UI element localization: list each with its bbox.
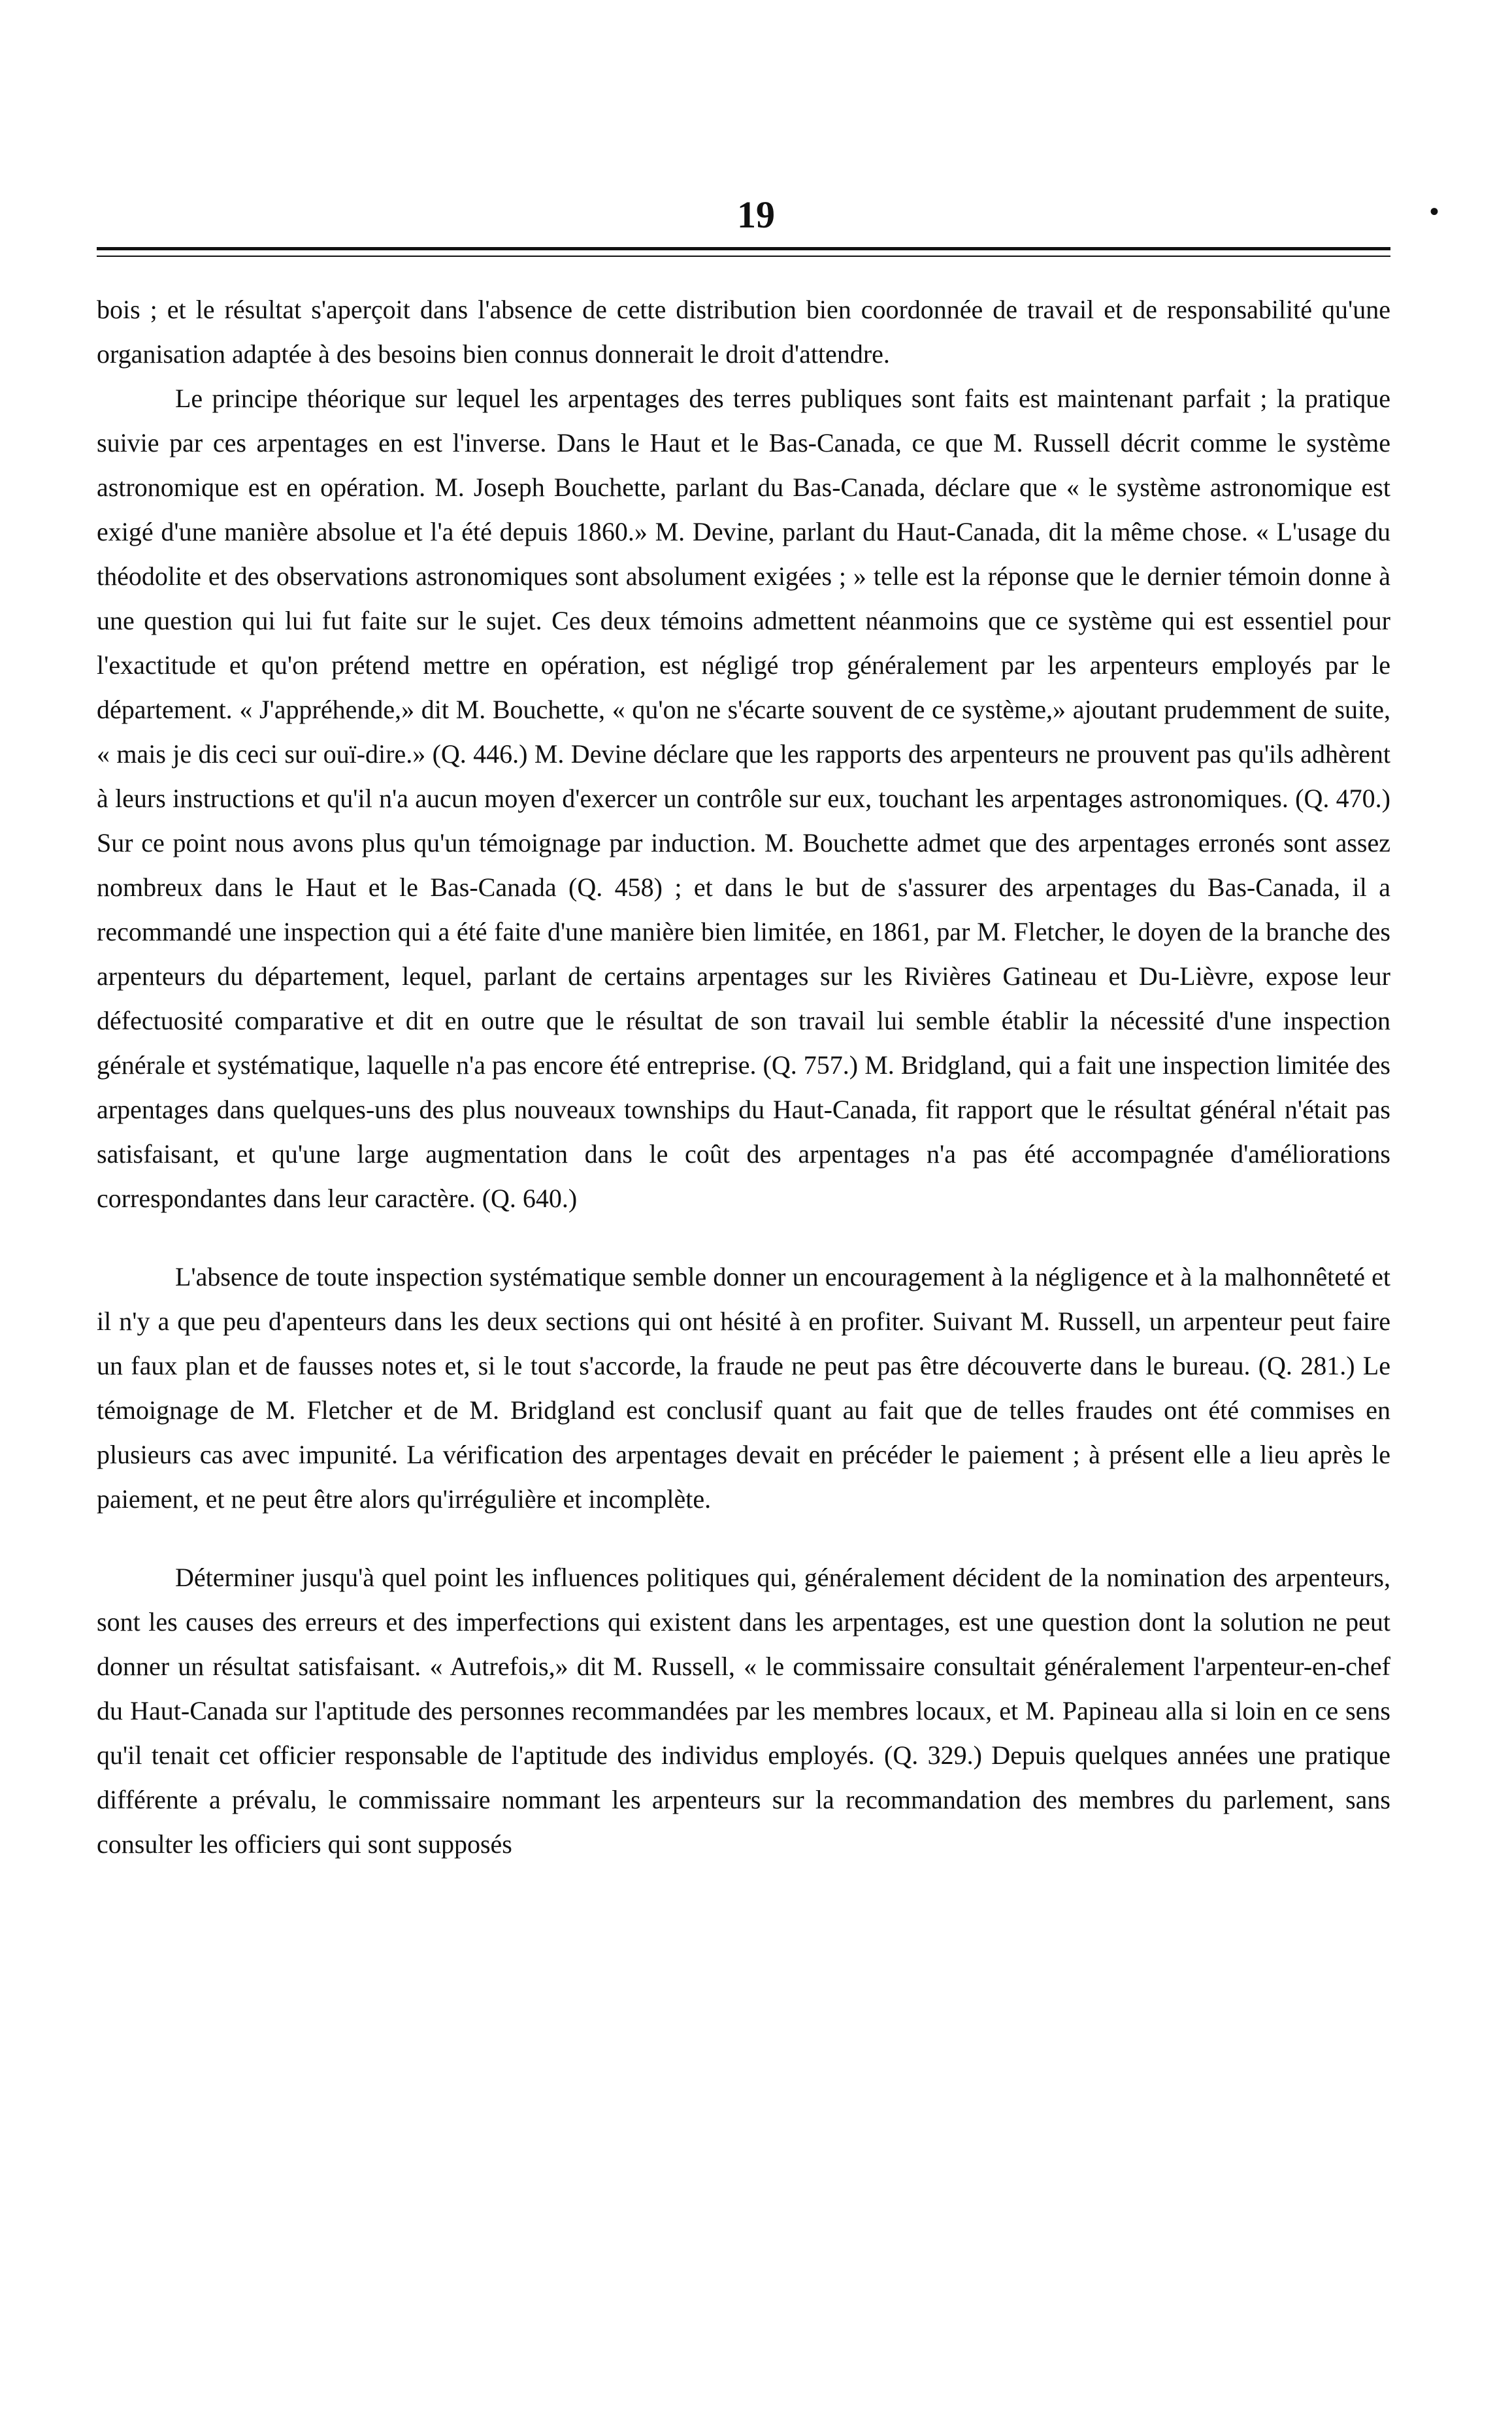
paragraph: Le principe théorique sur lequel les arpentages des terres publiques sont faits est maintenant parfait ; la pratique suivie par ces arpentages en est l'inverse. Dans le Haut et le Bas-Canada, ce que M. Russell décrit comme le système astronomique est en opération. M. Joseph Bouchette, parlant du Bas-Canada, déclare que « le système astronomique est exigé d'une manière absolue et l'a été depuis 1860.» M. Devine, parlant du Haut-Canada, dit la même chose. « L'usage du théodolite et des observations astronomiques sont absolument exigées ; » telle est la réponse que le dernier témoin donne à une question qui lui fut faite sur le sujet. Ces deux témoins admettent néanmoins que ce système qui est essentiel pour l'exactitude et qu'on prétend mettre en opération, est négligé trop généralement par les arpenteurs employés par le département. « J'appréhende,» dit M. Bouchette, « qu'on ne s'écarte souvent de ce système,» ajoutant prudemment de suite, « mais je dis ceci sur ouï-dire.» (Q. 446.) M. Devine déclare que les rapports des arpenteurs ne prouvent pas qu'ils adhèrent à leurs instructions et qu'il n'a aucun moyen d'exercer un contrôle sur eux, touchant les arpentages astronomiques. (Q. 470.) Sur ce point nous avons plus qu'un témoignage par induction. M. Bouchette admet que des arpentages erronés sont assez nombreux dans le Haut et le Bas-Canada (Q. 458) ; et dans le but de s'assurer des arpentages du Bas-Canada, il a recommandé une inspection qui a été faite d'une manière bien limitée, en 1861, par M. Fletcher, le doyen de la branche des arpenteurs du département, lequel, parlant de certains arpentages sur les Rivières Gatineau et Du-Lièvre, expose leur défectuosité comparative et dit en outre que le résultat de son travail lui semble établir la nécessité d'une inspection générale et systématique, laquelle n'a pas encore été entreprise. (Q. 757.) M. Bridgland, qui a fait une inspection limitée des arpentages dans quelques-uns des plus nouveaux townships du Haut-Canada, fit rapport que le résultat général n'était pas satisfaisant, et qu'une large augmentation dans le coût des arpentages n'a pas été accompagnée d'améliorations correspondantes dans leur caractère. (Q. 640.) bbox=[97, 384, 1390, 1213]
header-rule-thin bbox=[97, 256, 1390, 257]
header-rule-thick bbox=[97, 247, 1390, 250]
page-number: 19 bbox=[737, 193, 775, 236]
margin-dot: • bbox=[1430, 197, 1439, 226]
paragraph: bois ; et le résultat s'aperçoit dans l'absence de cette distribution bien coordonnée de travail et de responsabilité qu'une organisation adaptée à des besoins bien connus donnerait le droit d'attendre. bbox=[97, 295, 1390, 369]
paragraph: Déterminer jusqu'à quel point les influences politiques qui, généralement décident de la nomination des arpenteurs, sont les causes des erreurs et des imperfections qui existent dans les arpentages, est une question dont la solution ne peut donner un résultat satisfaisant. « Autrefois,» dit M. Russell, « le commissaire consultait généralement l'arpenteur-en-chef du Haut-Canada sur l'aptitude des personnes recommandées par les membres locaux, et M. Papineau alla si loin en ce sens qu'il tenait cet officier responsable de l'aptitude des individus employés. (Q. 329.) Depuis quelques années une pratique différente a prévalu, le commissaire nommant les arpenteurs sur la recommandation des membres du parlement, sans consulter les officiers qui sont supposés bbox=[97, 1563, 1390, 1859]
body-text bbox=[97, 288, 1390, 1867]
paragraph: L'absence de toute inspection systématique semble donner un encouragement à la négligence et à la malhonnêteté et il n'y a que peu d'apenteurs dans les deux sections qui ont hésité à en profiter. Suivant M. Russell, un arpenteur peut faire un faux plan et de fausses notes et, si le tout s'accorde, la fraude ne peut pas être découverte dans le bureau. (Q. 281.) Le témoignage de M. Fletcher et de M. Bridgland est conclusif quant au fait que de telles fraudes ont été commises en plusieurs cas avec impunité. La vérification des arpentages devait en précéder le paiement ; à présent elle a lieu après le paiement, et ne peut être alors qu'irrégulière et incomplète. bbox=[97, 1262, 1390, 1514]
